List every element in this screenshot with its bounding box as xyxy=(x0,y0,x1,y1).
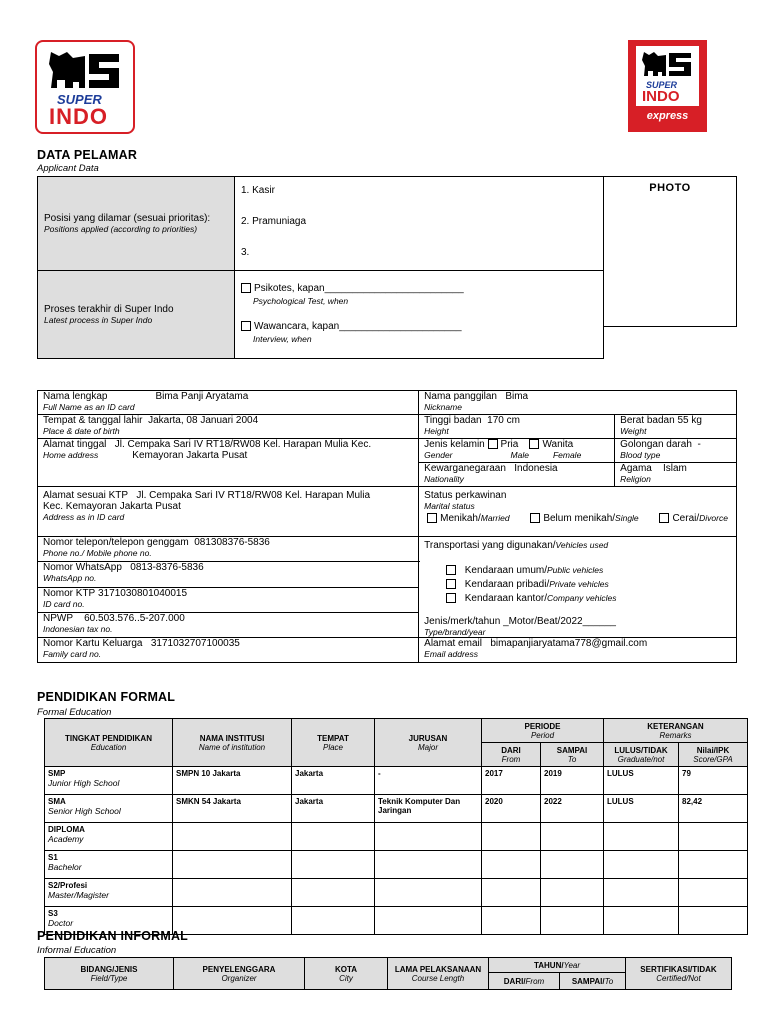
transport-en: Vehicles used xyxy=(555,540,609,550)
npwp-cell[interactable] xyxy=(38,612,419,637)
whatsapp-en: WhatsApp no. xyxy=(43,573,97,584)
table-row xyxy=(45,795,748,823)
cell-from[interactable]: 2017 xyxy=(482,767,541,795)
cell-to[interactable]: 2022 xyxy=(541,795,604,823)
cell-place[interactable]: Jakarta xyxy=(292,767,375,795)
birth-en: Place & date of birth xyxy=(43,426,120,436)
email-cell[interactable] xyxy=(419,638,737,663)
whatsapp-value: 0813-8376-5836 xyxy=(130,562,204,574)
cell-to[interactable] xyxy=(541,851,604,879)
phone-value: 081308376-5836 xyxy=(194,537,270,548)
phone-label: Nomor telepon/telepon genggam xyxy=(43,537,189,548)
logo-text-super: SUPER xyxy=(646,80,678,90)
height-value: 170 cm xyxy=(487,415,520,426)
divorce-checkbox[interactable] xyxy=(659,513,669,523)
col-to: SAMPAI To xyxy=(541,743,604,767)
gender-label: Jenis kelamin xyxy=(424,439,485,450)
applicant-section-title: DATA PELAMAR xyxy=(37,148,138,162)
kk-cell[interactable] xyxy=(38,638,419,663)
cell-place[interactable] xyxy=(292,907,375,935)
cell-level[interactable]: S3 Doctor xyxy=(45,907,173,935)
ktp-en: ID card no. xyxy=(43,598,85,609)
ktp-address-label: Alamat sesuai KTP xyxy=(43,490,129,501)
full-name-cell[interactable] xyxy=(38,391,419,415)
vehicle-en: Type/brand/year xyxy=(424,627,486,637)
cell-place[interactable] xyxy=(292,823,375,851)
positions-cell[interactable] xyxy=(235,177,604,271)
col-from: DARI From xyxy=(482,743,541,767)
personal-table xyxy=(37,390,737,663)
blood-cell[interactable] xyxy=(615,439,737,463)
private-vehicle-checkbox[interactable] xyxy=(446,579,456,589)
blood-value: - xyxy=(697,439,701,450)
weight-cell[interactable] xyxy=(615,415,737,439)
npwp-value: 60.503.576..5-207.000 xyxy=(84,612,185,624)
nationality-cell[interactable] xyxy=(419,463,615,487)
birth-cell[interactable] xyxy=(38,415,419,439)
gender-female: Wanita xyxy=(542,439,574,450)
transport-label: Transportasi yang digunakan/ xyxy=(424,540,556,551)
cell-level[interactable]: S1 Bachelor xyxy=(45,851,173,879)
female-en: Female xyxy=(552,450,582,460)
position-1: 1. Kasir xyxy=(241,185,275,196)
cell-from[interactable] xyxy=(482,851,541,879)
cell-institution[interactable] xyxy=(173,851,292,879)
col-city: KOTA City xyxy=(305,958,388,990)
email-en: Email address xyxy=(424,649,479,659)
cell-from[interactable]: 2020 xyxy=(482,795,541,823)
marital-option-divorce[interactable]: Cerai/Divorce xyxy=(659,513,728,524)
logo-text-indo: INDO xyxy=(642,88,680,105)
gender-male: Pria xyxy=(500,439,519,450)
cell-from[interactable] xyxy=(482,907,541,935)
position-label-cell xyxy=(38,177,235,271)
formal-education-table xyxy=(44,718,748,935)
height-label: Tinggi badan xyxy=(424,415,482,426)
height-en: Height xyxy=(424,426,449,436)
marital-option-married[interactable]: Menikah/Married xyxy=(427,513,509,524)
cell-score[interactable]: 79 xyxy=(679,767,748,795)
cell-score[interactable] xyxy=(679,851,748,879)
address-en: Home address xyxy=(43,450,99,460)
whatsapp-label: Nomor WhatsApp xyxy=(43,562,122,574)
position-label: Posisi yang dilamar (sesuai prioritas): xyxy=(44,213,211,224)
religion-en: Religion xyxy=(620,474,651,484)
psikotes-en: Psychological Test, when xyxy=(253,296,349,306)
cell-level[interactable]: DIPLOMA Academy xyxy=(45,823,173,851)
cell-level[interactable]: SMP Junior High School xyxy=(45,767,173,795)
gender-en: Gender xyxy=(424,450,453,460)
super-indo-express-logo xyxy=(628,40,707,132)
email-label: Alamat email xyxy=(424,638,482,649)
whatsapp-cell[interactable] xyxy=(38,562,419,587)
cell-graduate[interactable]: LULUS xyxy=(604,795,679,823)
process-label-cell xyxy=(38,271,235,359)
npwp-label: NPWP xyxy=(43,612,73,624)
cell-graduate[interactable] xyxy=(604,907,679,935)
ktp-address-en: Address as in ID card xyxy=(43,512,125,522)
kk-value: 3171032707100035 xyxy=(150,638,240,649)
psikotes-checkbox[interactable] xyxy=(241,283,251,293)
table-row xyxy=(45,823,748,851)
cell-place[interactable] xyxy=(292,851,375,879)
nickname-en: Nickname xyxy=(424,402,462,412)
full-name-label: Nama lengkap xyxy=(43,391,108,402)
weight-en: Weight xyxy=(620,426,647,436)
nickname-label: Nama panggilan xyxy=(424,391,497,402)
col-cert: SERTIFIKASI/TIDAK Certified/Not xyxy=(626,958,732,990)
applicant-section-subtitle: Applicant Data xyxy=(37,163,99,174)
informal-education-table xyxy=(44,957,732,990)
ktp-value: 3171030801040015 xyxy=(98,587,187,599)
full-name-value: Bima Panji Aryatama xyxy=(155,391,249,402)
marital-en: Marital status xyxy=(424,501,475,511)
nationality-en: Nationality xyxy=(424,474,464,484)
weight-label: Berat badan xyxy=(620,415,675,426)
nationality-label: Kewarganegaraan xyxy=(424,463,506,474)
cell-from[interactable] xyxy=(482,823,541,851)
cell-major[interactable] xyxy=(375,851,482,879)
table-row xyxy=(45,767,748,795)
marital-option-single[interactable]: Belum menikah/Single xyxy=(530,513,638,524)
cell-institution[interactable] xyxy=(173,879,292,907)
informal-section-subtitle: Informal Education xyxy=(37,945,117,956)
col-year-from: DARI/From xyxy=(489,973,560,990)
col-field: BIDANG/JENIS Field/Type xyxy=(45,958,174,990)
col-period: PERIODE Period xyxy=(482,719,604,743)
address-label: Alamat tinggal xyxy=(43,439,107,450)
logo-text-super: SUPER xyxy=(57,92,102,107)
cell-score[interactable] xyxy=(679,879,748,907)
cell-score[interactable] xyxy=(679,823,748,851)
religion-value: Islam xyxy=(662,463,687,474)
photo-label: PHOTO xyxy=(649,182,691,194)
single-checkbox[interactable] xyxy=(530,513,540,523)
cell-graduate[interactable]: LULUS xyxy=(604,767,679,795)
cell-major[interactable]: - xyxy=(375,767,482,795)
cell-to[interactable]: 2019 xyxy=(541,767,604,795)
phone-en: Phone no./ Mobile phone no. xyxy=(43,548,152,558)
position-label-en: Positions applied (according to priorities) xyxy=(44,224,198,234)
informal-section-title: PENDIDIKAN INFORMAL xyxy=(37,929,189,943)
cell-level[interactable]: SMA Senior High School xyxy=(45,795,173,823)
cell-graduate[interactable] xyxy=(604,851,679,879)
wawancara-checkbox[interactable] xyxy=(241,321,251,331)
cell-graduate[interactable] xyxy=(604,879,679,907)
phone-cell[interactable] xyxy=(38,537,419,562)
birth-label: Tempat & tanggal lahir xyxy=(43,415,143,426)
applicant-table xyxy=(37,176,604,359)
cell-institution[interactable] xyxy=(173,823,292,851)
vehicle-label[interactable]: Jenis/merk/tahun _Motor/Beat/2022______ xyxy=(424,616,616,627)
transport-public[interactable]: Kendaraan umum/Public vehicles xyxy=(446,565,736,576)
ktp-address-value-2: Kec. Kemayoran Jakarta Pusat xyxy=(43,501,181,512)
weight-value: 55 kg xyxy=(677,415,702,426)
ktp-address-value-1: Jl. Cempaka Sari IV RT18/RW08 Kel. Harapan Mulia xyxy=(136,490,371,501)
cell-major[interactable] xyxy=(375,823,482,851)
col-score: Nilai/IPK Score/GPA xyxy=(679,743,748,767)
logo-text-indo: INDO xyxy=(49,104,108,129)
nickname-cell[interactable] xyxy=(419,391,737,415)
cell-graduate[interactable] xyxy=(604,823,679,851)
address-value-1: Jl. Cempaka Sari IV RT18/RW08 Kel. Harapan Mulia Kec. xyxy=(114,439,372,450)
cell-place[interactable]: Jakarta xyxy=(292,795,375,823)
position-2: 2. Pramuniaga xyxy=(241,216,307,227)
col-length: LAMA PELAKSANAAN Course Length xyxy=(388,958,489,990)
height-cell[interactable] xyxy=(419,415,615,439)
religion-cell[interactable] xyxy=(615,463,737,487)
psikotes-option[interactable]: Psikotes, kapan_________________________ xyxy=(241,283,603,294)
cell-to[interactable] xyxy=(541,823,604,851)
full-name-en: Full Name as an ID card xyxy=(43,402,135,412)
birth-value: Jakarta, 08 Januari 2004 xyxy=(148,415,259,426)
cell-score[interactable]: 82,42 xyxy=(679,795,748,823)
col-year-to: SAMPAI/To xyxy=(560,973,626,990)
company-vehicle-checkbox[interactable] xyxy=(446,593,456,603)
email-value: bimapanjiaryatama778@gmail.com xyxy=(490,638,648,649)
col-organizer: PENYELENGGARA Organizer xyxy=(174,958,305,990)
cell-institution[interactable] xyxy=(173,907,292,935)
position-3: 3. xyxy=(241,247,250,258)
cell-major[interactable]: Teknik Komputer Dan Jaringan xyxy=(375,795,482,823)
wawancara-option[interactable]: Wawancara, kapan______________________ xyxy=(241,321,603,332)
ktp-cell[interactable] xyxy=(38,587,419,612)
male-checkbox[interactable] xyxy=(488,439,498,449)
address-cell[interactable] xyxy=(38,439,419,487)
photo-box[interactable] xyxy=(603,176,737,327)
formal-section-title: PENDIDIKAN FORMAL xyxy=(37,690,176,704)
transport-company[interactable]: Kendaraan kantor/Company vehicles xyxy=(446,593,736,604)
married-checkbox[interactable] xyxy=(427,513,437,523)
cell-institution[interactable]: SMPN 10 Jakarta xyxy=(173,767,292,795)
process-cell xyxy=(235,271,604,359)
kk-en: Family card no. xyxy=(43,649,102,659)
public-vehicle-checkbox[interactable] xyxy=(446,565,456,575)
cell-to[interactable] xyxy=(541,879,604,907)
transport-cell xyxy=(419,537,737,638)
cell-to[interactable] xyxy=(541,907,604,935)
cell-level[interactable]: S2/Profesi Master/Magister xyxy=(45,879,173,907)
col-remarks: KETERANGAN Remarks xyxy=(604,719,748,743)
table-row xyxy=(45,851,748,879)
formal-section-subtitle: Formal Education xyxy=(37,707,112,718)
logo-text-express: express xyxy=(646,110,689,122)
nationality-value: Indonesia xyxy=(514,463,558,474)
marital-label: Status perkawinan xyxy=(424,490,507,501)
cell-institution[interactable]: SMKN 54 Jakarta xyxy=(173,795,292,823)
kk-label: Nomor Kartu Keluarga xyxy=(43,638,143,649)
gender-cell xyxy=(419,439,615,463)
col-graduate: LULUS/TIDAK Graduate/not xyxy=(604,743,679,767)
cell-major[interactable] xyxy=(375,907,482,935)
cell-from[interactable] xyxy=(482,879,541,907)
process-label: Proses terakhir di Super Indo xyxy=(44,304,174,315)
col-level: TINGKAT PENDIDIKAN Education xyxy=(45,719,173,767)
table-row xyxy=(45,879,748,907)
religion-label: Agama xyxy=(620,463,652,474)
blood-en: Blood type xyxy=(620,450,661,460)
col-major: JURUSAN Major xyxy=(375,719,482,767)
npwp-en: Indonesian tax no. xyxy=(43,623,113,634)
ktp-label: Nomor KTP xyxy=(43,587,96,599)
cell-major[interactable] xyxy=(375,879,482,907)
male-en: Male xyxy=(510,450,529,460)
blood-label: Golongan darah xyxy=(620,439,692,450)
col-institution: NAMA INSTITUSI Name of institution xyxy=(173,719,292,767)
address-value-2: Kemayoran Jakarta Pusat xyxy=(132,450,248,461)
nickname-value: Bima xyxy=(505,391,529,402)
process-label-en: Latest process in Super Indo xyxy=(44,315,153,325)
wawancara-en: Interview, when xyxy=(253,334,312,344)
ktp-address-cell[interactable] xyxy=(38,487,419,537)
super-indo-logo xyxy=(35,40,135,134)
col-place: TEMPAT Place xyxy=(292,719,375,767)
cell-score[interactable] xyxy=(679,907,748,935)
marital-cell xyxy=(419,487,737,537)
cell-place[interactable] xyxy=(292,879,375,907)
col-year: TAHUN/Year xyxy=(489,958,626,973)
female-checkbox[interactable] xyxy=(529,439,539,449)
transport-private[interactable]: Kendaraan pribadi/Private vehicles xyxy=(446,579,736,590)
